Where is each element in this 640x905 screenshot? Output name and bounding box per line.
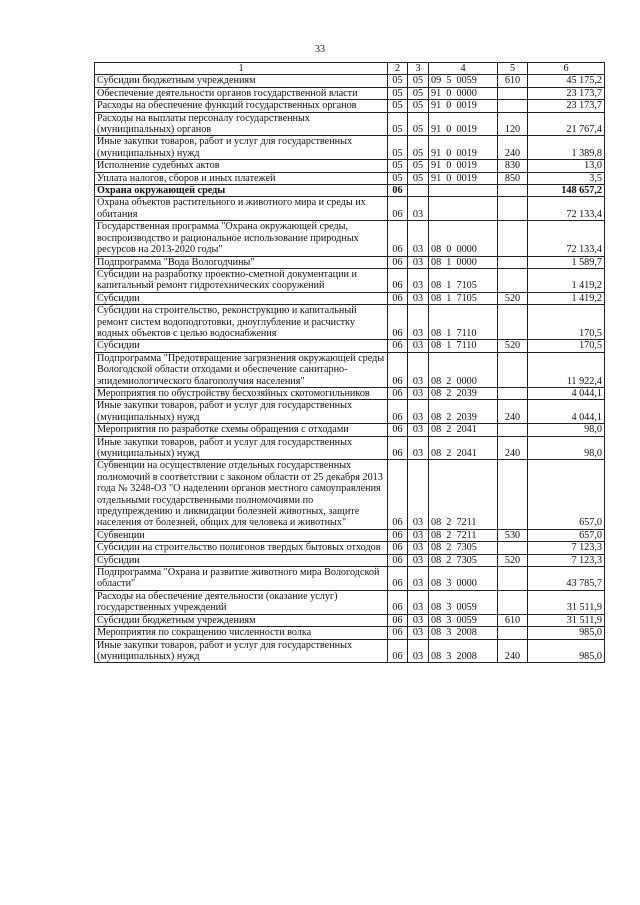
item-name-cell: Обеспечение деятельности органов государственной власти: [95, 87, 388, 99]
target-article-cell: 08 2 2041: [429, 424, 498, 436]
item-name-cell: Субсидии: [95, 554, 388, 566]
item-name-cell: Мероприятия по сокращению численности волка: [95, 627, 388, 639]
table-row: [95, 567, 605, 591]
amount-cell: 23 173,7: [528, 100, 605, 112]
subsection-code-cell: 05: [408, 112, 429, 136]
target-article-cell: 08 3 0059: [429, 614, 498, 626]
target-article-cell: 08 2 0000: [429, 352, 498, 387]
amount-cell: 657,0: [528, 460, 605, 529]
expense-type-cell: [498, 185, 528, 197]
item-name-cell: Субсидии: [95, 292, 388, 304]
section-code-cell: 06: [388, 627, 408, 639]
expense-type-cell: 610: [498, 75, 528, 87]
subsection-code-cell: 03: [408, 387, 429, 399]
subsection-code-cell: 03: [408, 554, 429, 566]
table-row: [95, 590, 605, 614]
target-article-cell: 08 2 7305: [429, 554, 498, 566]
header-col-3: 3: [408, 63, 429, 75]
section-code-cell: 05: [388, 100, 408, 112]
target-article-cell: 08 2 2039: [429, 400, 498, 424]
amount-cell: 985,0: [528, 627, 605, 639]
subsection-code-cell: 03: [408, 529, 429, 541]
item-name-cell: Исполнение судебных актов: [95, 160, 388, 172]
item-name-cell: Субсидии на разработку проектно-сметной документации и капитальный ремонт гидротехнических сооружений: [95, 268, 388, 292]
subsection-code-cell: 03: [408, 424, 429, 436]
subsection-code-cell: 05: [408, 136, 429, 160]
target-article-cell: 08 1 0000: [429, 256, 498, 268]
item-name-cell: Субсидии на строительство, реконструкцию и капитальный ремонт систем водоподготовки, дноуглубление и расчистку водных объектов с целью водоснабжения: [95, 305, 388, 340]
expense-type-cell: [498, 305, 528, 340]
item-name-cell: Подпрограмма "Охрана и развитие животного мира Вологодской области": [95, 567, 388, 591]
amount-cell: 170,5: [528, 305, 605, 340]
table-row: [95, 554, 605, 566]
subsection-code-cell: 03: [408, 614, 429, 626]
amount-cell: 1 589,7: [528, 256, 605, 268]
target-article-cell: 08 2 7305: [429, 542, 498, 554]
amount-cell: 1 419,2: [528, 268, 605, 292]
section-code-cell: 05: [388, 172, 408, 184]
amount-cell: 7 123,3: [528, 554, 605, 566]
subsection-code-cell: 05: [408, 87, 429, 99]
expense-type-cell: 530: [498, 529, 528, 541]
item-name-cell: Субсидии бюджетным учреждениям: [95, 614, 388, 626]
expense-type-cell: 830: [498, 160, 528, 172]
target-article-cell: 08 2 7211: [429, 460, 498, 529]
expense-type-cell: 850: [498, 172, 528, 184]
section-code-cell: 06: [388, 256, 408, 268]
expense-type-cell: [498, 256, 528, 268]
section-code-cell: 06: [388, 387, 408, 399]
amount-cell: 21 767,4: [528, 112, 605, 136]
table-row: [95, 75, 605, 87]
section-code-cell: 06: [388, 400, 408, 424]
amount-cell: 45 175,2: [528, 75, 605, 87]
target-article-cell: 09 5 0059: [429, 75, 498, 87]
expense-type-cell: [498, 460, 528, 529]
target-article-cell: 08 3 2008: [429, 639, 498, 663]
expense-type-cell: 240: [498, 436, 528, 460]
subsection-code-cell: 03: [408, 268, 429, 292]
table-row: [95, 268, 605, 292]
item-name-cell: Субвенции: [95, 529, 388, 541]
item-name-cell: Мероприятия по разработке схемы обращения с отходами: [95, 424, 388, 436]
subsection-code-cell: 03: [408, 352, 429, 387]
expense-type-cell: [498, 100, 528, 112]
section-code-cell: 05: [388, 160, 408, 172]
amount-cell: 72 133,4: [528, 197, 605, 221]
section-code-cell: 06: [388, 340, 408, 352]
expense-type-cell: 520: [498, 554, 528, 566]
amount-cell: 72 133,4: [528, 221, 605, 256]
item-name-cell: Иные закупки товаров, работ и услуг для государственных (муниципальных) нужд: [95, 136, 388, 160]
section-code-cell: 06: [388, 614, 408, 626]
expense-type-cell: 240: [498, 136, 528, 160]
header-col-6: 6: [528, 63, 605, 75]
expense-type-cell: [498, 542, 528, 554]
amount-cell: 31 511,9: [528, 590, 605, 614]
budget-table-body: [95, 63, 605, 663]
target-article-cell: 91 0 0019: [429, 160, 498, 172]
target-article-cell: [429, 197, 498, 221]
expense-type-cell: [498, 590, 528, 614]
table-row: [95, 185, 605, 197]
section-code-cell: 06: [388, 460, 408, 529]
target-article-cell: 08 1 7105: [429, 268, 498, 292]
target-article-cell: 08 2 2039: [429, 387, 498, 399]
section-code-cell: 06: [388, 424, 408, 436]
amount-cell: 985,0: [528, 639, 605, 663]
subsection-code-cell: [408, 185, 429, 197]
subsection-code-cell: 05: [408, 100, 429, 112]
subsection-code-cell: 03: [408, 436, 429, 460]
amount-cell: 1 389,8: [528, 136, 605, 160]
section-code-cell: 05: [388, 112, 408, 136]
section-code-cell: 05: [388, 136, 408, 160]
amount-cell: 3,5: [528, 172, 605, 184]
table-row: [95, 436, 605, 460]
table-row: [95, 292, 605, 304]
subsection-code-cell: 03: [408, 221, 429, 256]
section-code-cell: 06: [388, 305, 408, 340]
amount-cell: 98,0: [528, 436, 605, 460]
subsection-code-cell: 05: [408, 75, 429, 87]
section-code-cell: 06: [388, 436, 408, 460]
section-code-cell: 05: [388, 87, 408, 99]
target-article-cell: 08 1 7110: [429, 305, 498, 340]
item-name-cell: Уплата налогов, сборов и иных платежей: [95, 172, 388, 184]
target-article-cell: 08 2 2041: [429, 436, 498, 460]
subsection-code-cell: 03: [408, 542, 429, 554]
header-col-1: 1: [95, 63, 388, 75]
subsection-code-cell: 03: [408, 400, 429, 424]
target-article-cell: 08 1 7110: [429, 340, 498, 352]
section-code-cell: 06: [388, 567, 408, 591]
amount-cell: 31 511,9: [528, 614, 605, 626]
section-code-cell: 06: [388, 197, 408, 221]
target-article-cell: 08 1 7105: [429, 292, 498, 304]
expense-type-cell: 240: [498, 400, 528, 424]
amount-cell: 43 785,7: [528, 567, 605, 591]
table-row: [95, 197, 605, 221]
budget-table: [94, 62, 605, 663]
amount-cell: 148 657,2: [528, 185, 605, 197]
table-row: [95, 136, 605, 160]
table-header-row: [95, 63, 605, 75]
table-row: [95, 387, 605, 399]
subsection-code-cell: 03: [408, 639, 429, 663]
table-row: [95, 340, 605, 352]
table-row: [95, 460, 605, 529]
header-col-2: 2: [388, 63, 408, 75]
table-row: [95, 614, 605, 626]
subsection-code-cell: 03: [408, 460, 429, 529]
table-row: [95, 639, 605, 663]
expense-type-cell: 240: [498, 639, 528, 663]
section-code-cell: 06: [388, 185, 408, 197]
subsection-code-cell: 05: [408, 160, 429, 172]
amount-cell: 4 044,1: [528, 400, 605, 424]
expense-type-cell: [498, 424, 528, 436]
table-row: [95, 112, 605, 136]
item-name-cell: Расходы на обеспечение функций государственных органов: [95, 100, 388, 112]
expense-type-cell: [498, 567, 528, 591]
subsection-code-cell: 03: [408, 627, 429, 639]
section-code-cell: 06: [388, 352, 408, 387]
amount-cell: 23 173,7: [528, 87, 605, 99]
target-article-cell: 08 3 0059: [429, 590, 498, 614]
subsection-code-cell: 03: [408, 590, 429, 614]
item-name-cell: Мероприятия по обустройству бесхозяйных скотомогильников: [95, 387, 388, 399]
expense-type-cell: [498, 387, 528, 399]
target-article-cell: 91 0 0000: [429, 87, 498, 99]
table-row: [95, 400, 605, 424]
amount-cell: 13,0: [528, 160, 605, 172]
expense-type-cell: [498, 87, 528, 99]
target-article-cell: 08 3 0000: [429, 567, 498, 591]
item-name-cell: Субсидии на строительство полигонов твердых бытовых отходов: [95, 542, 388, 554]
item-name-cell: Охрана окружающей среды: [95, 185, 388, 197]
target-article-cell: 08 2 7211: [429, 529, 498, 541]
item-name-cell: Государственная программа "Охрана окружающей среды, воспроизводство и рациональное использование природных ресурсов на 2013-2020 годы": [95, 221, 388, 256]
table-row: [95, 221, 605, 256]
section-code-cell: 06: [388, 221, 408, 256]
target-article-cell: 91 0 0019: [429, 100, 498, 112]
item-name-cell: Подпрограмма "Вода Вологодчины": [95, 256, 388, 268]
item-name-cell: Иные закупки товаров, работ и услуг для государственных (муниципальных) нужд: [95, 436, 388, 460]
target-article-cell: 08 3 2008: [429, 627, 498, 639]
subsection-code-cell: 03: [408, 567, 429, 591]
expense-type-cell: [498, 268, 528, 292]
item-name-cell: Субсидии: [95, 340, 388, 352]
item-name-cell: Иные закупки товаров, работ и услуг для государственных (муниципальных) нужд: [95, 639, 388, 663]
target-article-cell: 91 0 0019: [429, 112, 498, 136]
table-row: [95, 352, 605, 387]
expense-type-cell: 520: [498, 292, 528, 304]
table-row: [95, 529, 605, 541]
amount-cell: 98,0: [528, 424, 605, 436]
amount-cell: 1 419,2: [528, 292, 605, 304]
header-col-5: 5: [498, 63, 528, 75]
table-row: [95, 627, 605, 639]
section-code-cell: 06: [388, 554, 408, 566]
item-name-cell: Расходы на выплаты персоналу государственных (муниципальных) органов: [95, 112, 388, 136]
expense-type-cell: 120: [498, 112, 528, 136]
expense-type-cell: [498, 352, 528, 387]
expense-type-cell: [498, 627, 528, 639]
amount-cell: 170,5: [528, 340, 605, 352]
subsection-code-cell: 03: [408, 305, 429, 340]
item-name-cell: Субвенции на осуществление отдельных государственных полномочий в соответствии с законом области от 25 декабря 2013 года № 3248-ОЗ "О наделении органов местного самоуправления отдельными государственными полномочиями по предупреждению и ликвидации болезней животных, защите населения от болезней, общих для человека и животных": [95, 460, 388, 529]
header-col-4: 4: [429, 63, 498, 75]
subsection-code-cell: 03: [408, 197, 429, 221]
expense-type-cell: 610: [498, 614, 528, 626]
expense-type-cell: [498, 221, 528, 256]
table-row: [95, 100, 605, 112]
expense-type-cell: [498, 197, 528, 221]
subsection-code-cell: 05: [408, 172, 429, 184]
section-code-cell: 06: [388, 529, 408, 541]
table-row: [95, 424, 605, 436]
table-row: [95, 542, 605, 554]
subsection-code-cell: 03: [408, 340, 429, 352]
section-code-cell: 05: [388, 75, 408, 87]
item-name-cell: Иные закупки товаров, работ и услуг для государственных (муниципальных) нужд: [95, 400, 388, 424]
item-name-cell: Охрана объектов растительного и животного мира и среды их обитания: [95, 197, 388, 221]
amount-cell: 11 922,4: [528, 352, 605, 387]
section-code-cell: 06: [388, 639, 408, 663]
subsection-code-cell: 03: [408, 256, 429, 268]
table-row: [95, 305, 605, 340]
item-name-cell: Расходы на обеспечение деятельности (оказание услуг) государственных учреждений: [95, 590, 388, 614]
table-row: [95, 87, 605, 99]
expense-type-cell: 520: [498, 340, 528, 352]
section-code-cell: 06: [388, 292, 408, 304]
amount-cell: 4 044,1: [528, 387, 605, 399]
target-article-cell: 91 0 0019: [429, 136, 498, 160]
amount-cell: 657,0: [528, 529, 605, 541]
table-row: [95, 256, 605, 268]
item-name-cell: Субсидии бюджетным учреждениям: [95, 75, 388, 87]
page-number: 33: [315, 44, 325, 55]
subsection-code-cell: 03: [408, 292, 429, 304]
table-row: [95, 160, 605, 172]
target-article-cell: 08 0 0000: [429, 221, 498, 256]
amount-cell: 7 123,3: [528, 542, 605, 554]
section-code-cell: 06: [388, 542, 408, 554]
section-code-cell: 06: [388, 268, 408, 292]
table-row: [95, 172, 605, 184]
section-code-cell: 06: [388, 590, 408, 614]
target-article-cell: [429, 185, 498, 197]
target-article-cell: 91 0 0019: [429, 172, 498, 184]
item-name-cell: Подпрограмма "Предотвращение загрязнения окружающей среды Вологодской области отходами и обеспечение санитарно-эпидемиологического благополучия населения": [95, 352, 388, 387]
